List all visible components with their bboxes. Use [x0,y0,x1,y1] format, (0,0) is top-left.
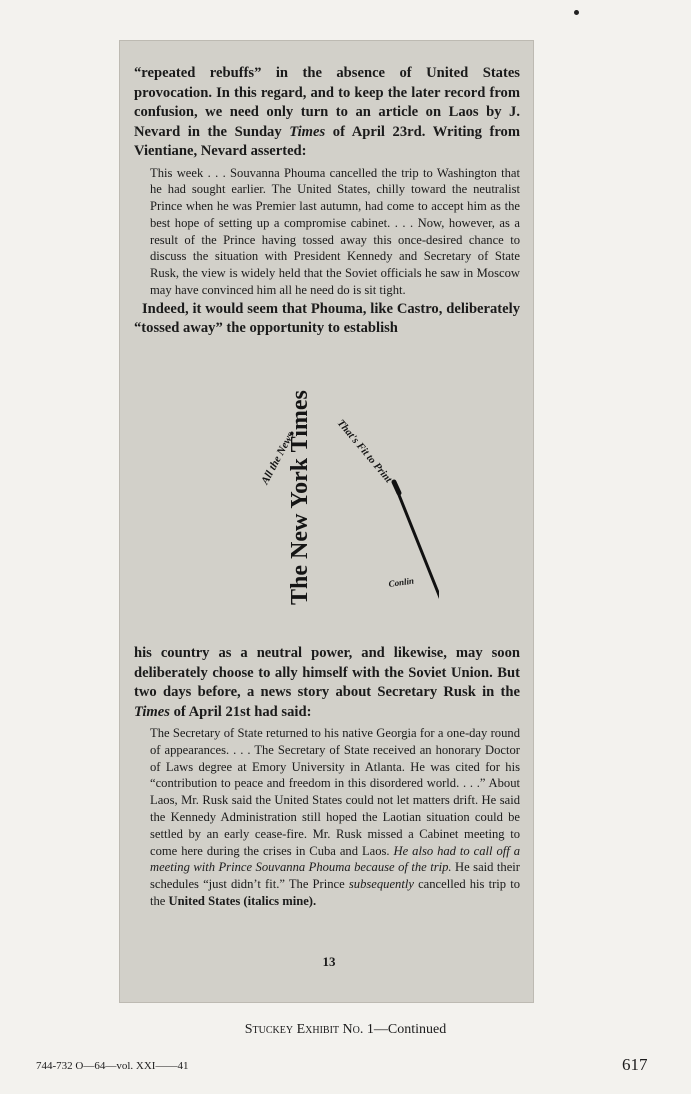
quote-2-bold: United States (italics mine). [168,893,317,908]
print-code: 744-732 O—64—vol. XXI——41 [36,1060,189,1072]
masthead-title: The New York Times [287,390,313,605]
quote-2-italic-2: subsequently [348,877,414,892]
exhibit-label: Stuckey Exhibit No. 1 [244,1022,374,1037]
clipping-upper-text [134,64,520,339]
times-italic-2: Times [134,703,170,720]
paragraph-2: Indeed, it would seem that Phouma, like Castro, deliberately “tossed away” the opportunity to establish [134,300,520,337]
newspaper-clipping [119,40,534,1003]
nyt-pen-illustration [249,385,439,615]
exhibit-caption [0,1022,691,1038]
artist-signature: Conlin [387,575,415,589]
quote-2-text-a: The Secretary of State returned to his native Georgia for a one-day round of appearances. . . . The Secretary of State received an honorary Doctor of Laws degree at Emory University in Atlanta. He was cited for his “contribution to peace and freedom in this disordered world. . . .” About Laos, Mr. Rusk said the United States could not let matters drift. He said the Kennedy Administration still hoped the Laotian situation could be settled by an early cease-fire. Mr. Rusk missed a Cabinet meeting to come here during the crises in Cuba and Laos. [150,726,520,858]
quote-2-italic: He also had to call off a meeting with Prince Souvanna Phouma because of the trip. [150,843,521,875]
quote-2 [150,725,520,910]
quote-2-text-b: He said their schedules “just didn’t fit.” The Prince [150,860,520,892]
ink-speck [574,10,579,15]
paragraph-3 [134,644,520,722]
quote-2-text-c: cancelled his trip to the [150,877,520,908]
paragraph-1-text: “repeated rebuffs” in the absence of United States provocation. In this regard, and to keep the later record from confusion, we need only turn to an article on Laos by J. Nevard in the Sunday [134,65,520,140]
exhibit-suffix: —Continued [373,1022,447,1037]
masthead-slogan-right: That's Fit to Print [334,417,394,486]
page-number: 617 [622,1055,648,1074]
paragraph-3-end: of April 21st had said: [169,703,312,720]
clipping-lower-text [134,644,520,910]
clipping-page-number: 13 [322,954,336,969]
quote-1: This week . . . Souvanna Phouma cancelled the trip to Washington that he had sought earlier. The United States, chilly toward the neutralist Prince when he was Premier last autumn, had come to accept him as the best hope of setting up a compromise cabinet. . . . Now, however, as a result of the Prince having tossed away this once-desired chance to discuss the situation with President Kennedy and Secretary of State Rusk, the view is widely held that the Soviet officials he saw in Moscow may have convinced him all he need do is sit tight. [150,165,520,298]
paragraph-1 [134,64,520,162]
pen-tip [394,482,399,493]
masthead-slogan-left: All the News [259,430,297,487]
times-italic-1: Times [289,123,326,140]
paragraph-1-end: of April 23rd. Writing from Vientiane, Nevard asserted: [134,123,521,159]
paragraph-3-text: his country as a neutral power, and likewise, may soon deliberately choose to ally himself with the Soviet Union. But two days before, a news story about Secretary Rusk in the [134,645,520,700]
